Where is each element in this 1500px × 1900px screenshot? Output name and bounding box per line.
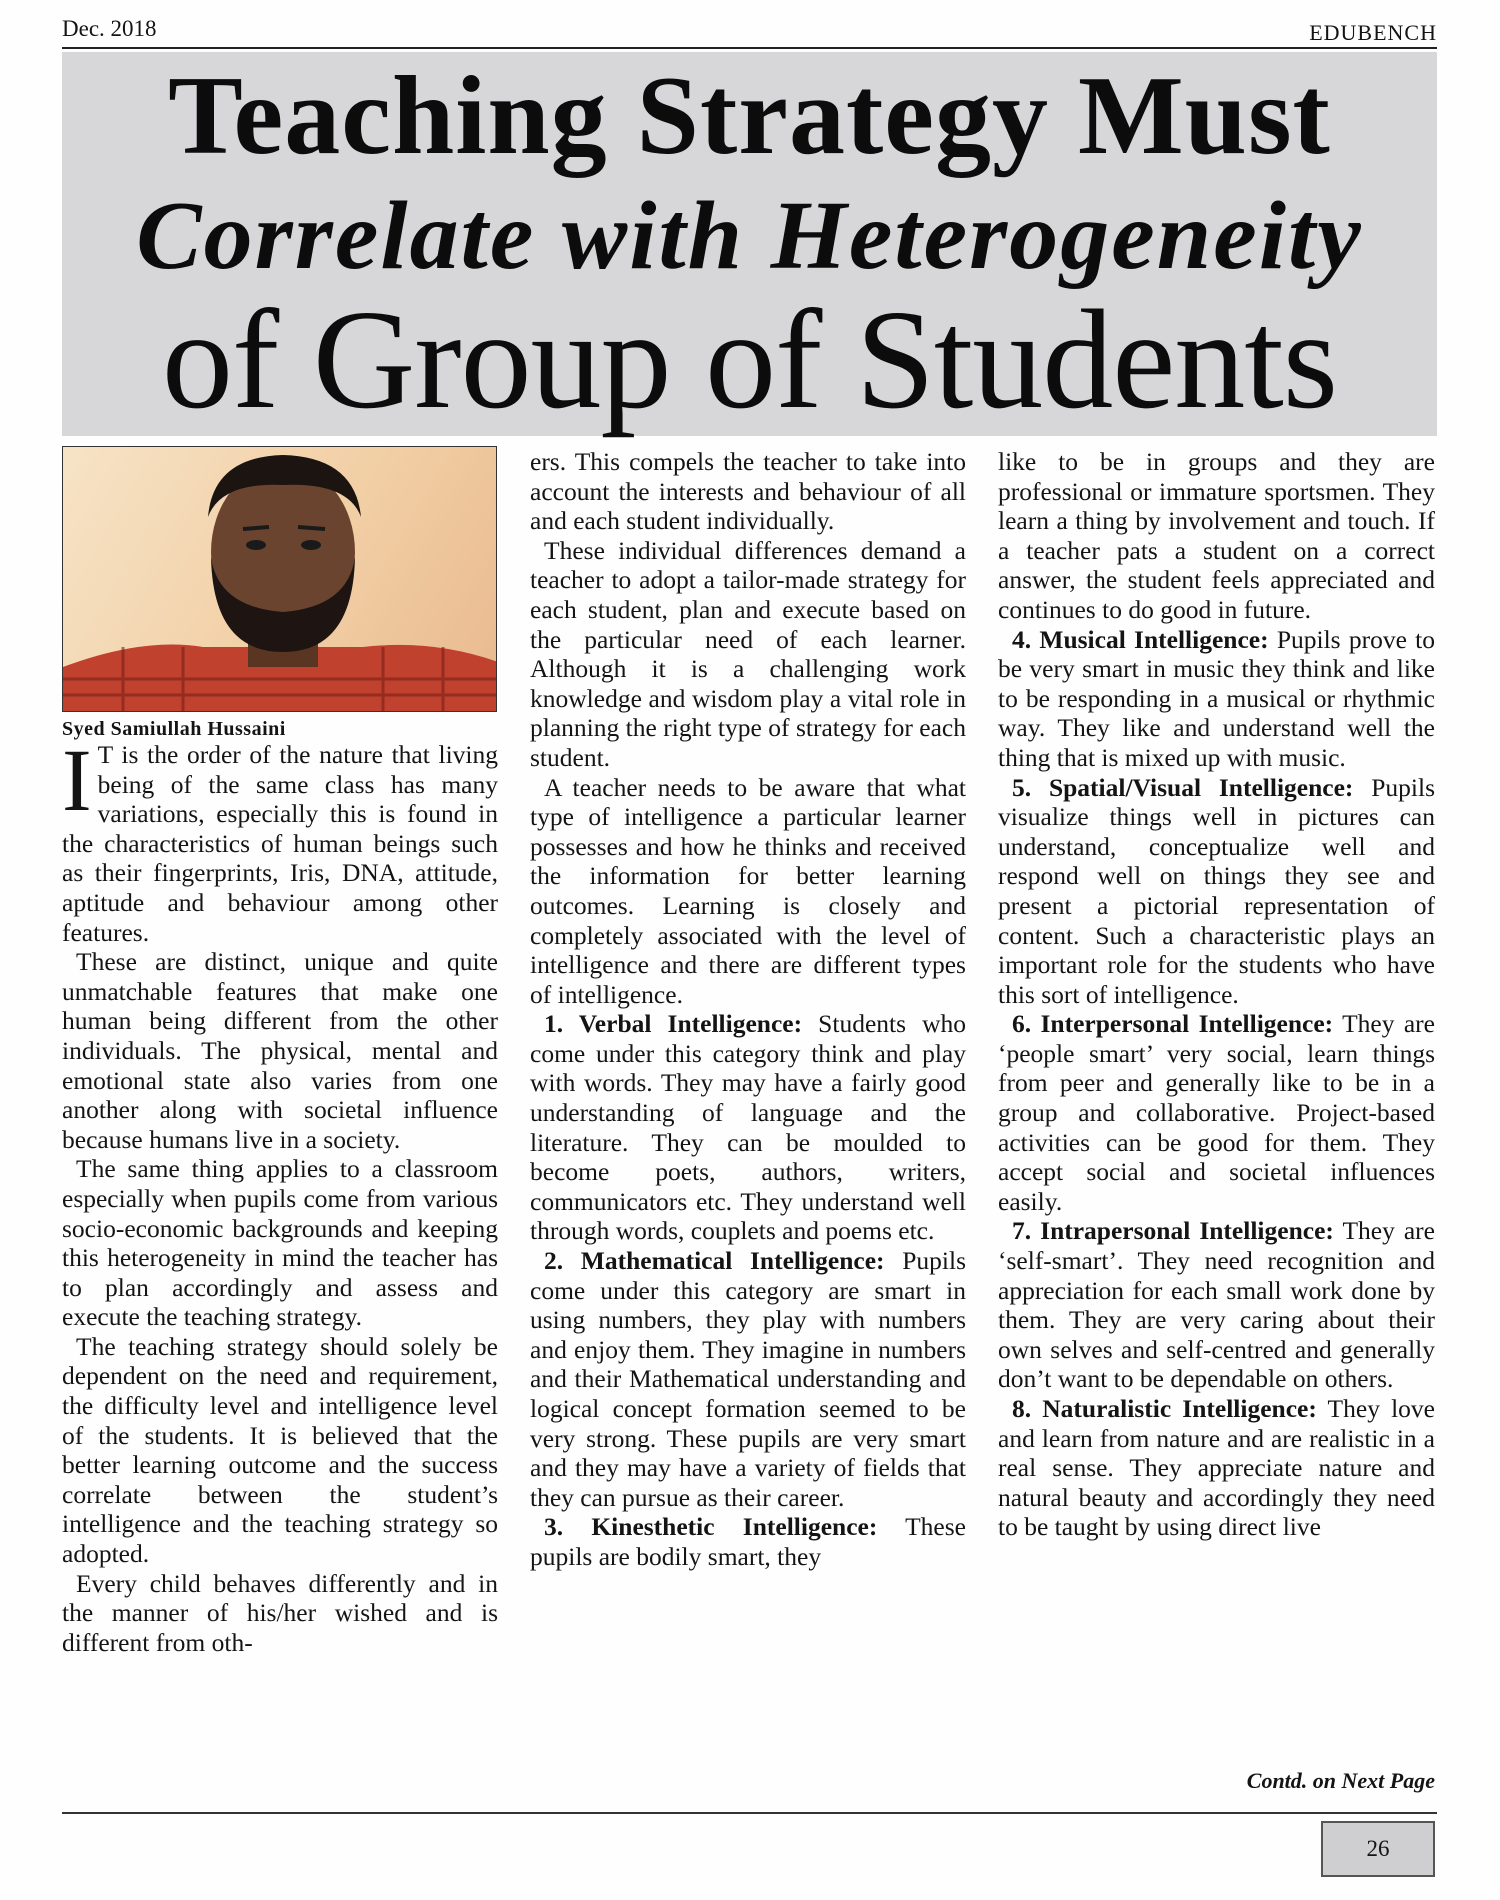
headline-banner xyxy=(62,52,1437,436)
author-byline: Syed Samiullah Hussaini xyxy=(62,718,286,740)
section-text: Students who come under this category think and play with words. They may have a fairly good understanding of language and the literature. They can be moulded to become poets, authors, writers, communicators etc. They understand well through words, couplets and poems etc. xyxy=(530,1009,967,1246)
drop-cap: I xyxy=(62,732,92,830)
headline-line-1: Teaching Strategy Must xyxy=(168,54,1331,178)
section-text: They are ‘people smart’ very social, learn things from peer and generally like to be in a group and collaborative. Project-based activities can be good for them. They accept social and societal influences easily. xyxy=(998,1009,1435,1216)
section-text: They are ‘self-smart’. They need recognition and appreciation for each small work done by them. They are very caring about their own selves and self-centred and generally don’t want to be dependable on others. xyxy=(998,1216,1435,1394)
body-paragraph: A teacher needs to be aware that what type of intelligence a particular learner possesses and how he thinks and received the information for better learning outcomes. Learning is closely and completely associated with the level of intelligence and there are different types of intelligence. xyxy=(530,772,966,1009)
section-text: These pupils are bodily smart, they xyxy=(530,1512,966,1571)
article-column-1 xyxy=(62,732,498,1657)
body-paragraph: The same thing applies to a classroom especially when pupils come from various socio-economic backgrounds and keeping this heterogeneity in mind the teacher has to plan accordingly and assess and execute the teaching strategy. xyxy=(62,1154,498,1332)
body-paragraph: ers. This compels the teacher to take into account the interests and behaviour of all and each student individually. xyxy=(530,447,966,536)
mathematical-intelligence-section xyxy=(530,1246,966,1512)
section-heading: 4. Musical Intelligence: xyxy=(1012,624,1269,654)
section-text: Pupils visualize things well in pictures can understand, conceptualize well and respond well on things they see and present a pictorial representation of content. Such a characteristic plays an important role for the students who have this sort of intelligence. xyxy=(998,772,1435,1009)
section-heading: 1. Verbal Intelligence: xyxy=(544,1009,803,1039)
section-heading: 2. Mathematical Intelligence: xyxy=(544,1246,885,1276)
interpersonal-intelligence-section xyxy=(998,1009,1435,1216)
musical-intelligence-section xyxy=(998,625,1435,773)
naturalistic-intelligence-section xyxy=(998,1394,1435,1542)
section-heading: 8. Naturalistic Intelligence: xyxy=(1012,1394,1317,1423)
opening-paragraph xyxy=(62,732,498,947)
publication-name: EDUBENCH xyxy=(1309,20,1437,45)
body-paragraph: These individual differences demand a teacher to adopt a tailor-made strategy for each student, plan and execute based on the particular need of each learner. Although it is a challenging work knowledge and wisdom play a vital role in planning the right type of strategy for each student. xyxy=(530,535,966,772)
body-paragraph: These are distinct, unique and quite unmatchable features that make one human being different from the other individuals. The physical, mental and emotional state also varies from one another along with societal influence because humans live in a society. xyxy=(62,947,498,1154)
section-text: They love and learn from nature and are realistic in a real sense. They appreciate nature and natural beauty and accordingly they need to be taught by using direct live xyxy=(998,1394,1435,1542)
page-number: 26 xyxy=(1321,1821,1435,1877)
section-heading: 6. Interpersonal Intelligence: xyxy=(1012,1009,1334,1039)
issue-date: Dec. 2018 xyxy=(62,16,157,41)
intrapersonal-intelligence-section xyxy=(998,1216,1435,1394)
article-column-3 xyxy=(998,447,1435,1542)
body-paragraph: The teaching strategy should solely be dependent on the need and requirement, the difficulty level and intelligence level of the students. It is believed that the better learning outcome and the success correlate between the student’s intelligence and the teaching strategy so adopted. xyxy=(62,1331,498,1569)
section-text: Pupils come under this category are smart in using numbers, they play with numbers and enjoy them. They imagine in numbers and their Mathematical understanding and logical concept formation seemed to be very strong. These pupils are very smart and they may have a variety of fields that they can pursue as their career. xyxy=(530,1246,966,1512)
section-heading: 5. Spatial/Visual Intelligence: xyxy=(1012,772,1354,802)
kinesthetic-intelligence-section xyxy=(530,1512,966,1571)
continued-note: Contd. on Next Page xyxy=(1246,1768,1435,1793)
section-text: Pupils prove to be very smart in music they think and like to be responding in a musical or rhythmic way. They like and understand well the thing that is mixed up with music. xyxy=(998,624,1435,772)
article-column-2 xyxy=(530,447,966,1572)
headline-line-3: of Group of Students xyxy=(161,280,1338,438)
headline-line-2: Correlate with Heterogeneity xyxy=(136,182,1363,290)
body-paragraph: Every child behaves differently and in the manner of his/her wished and is different from oth- xyxy=(62,1568,498,1657)
header-divider xyxy=(62,47,1437,49)
body-paragraph: like to be in groups and they are professional or immature sportsmen. They learn a thing by involvement and touch. If a teacher pats a student on a correct answer, the student feels appreciated and continues to do good in future. xyxy=(998,447,1435,624)
spatial-intelligence-section xyxy=(998,773,1435,1010)
section-heading: 3. Kinesthetic Intelligence: xyxy=(544,1512,878,1542)
section-heading: 7. Intrapersonal Intelligence: xyxy=(1012,1216,1334,1246)
footer-divider xyxy=(62,1812,1437,1814)
verbal-intelligence-section xyxy=(530,1009,966,1246)
author-photo xyxy=(62,446,497,712)
paragraph-text: T is the order of the nature that living being of the same class has many variations, especially this is found in the characteristics of human beings such as their fingerprints, Iris, DNA, attitude, aptitude and behaviour among other features. xyxy=(62,740,498,947)
